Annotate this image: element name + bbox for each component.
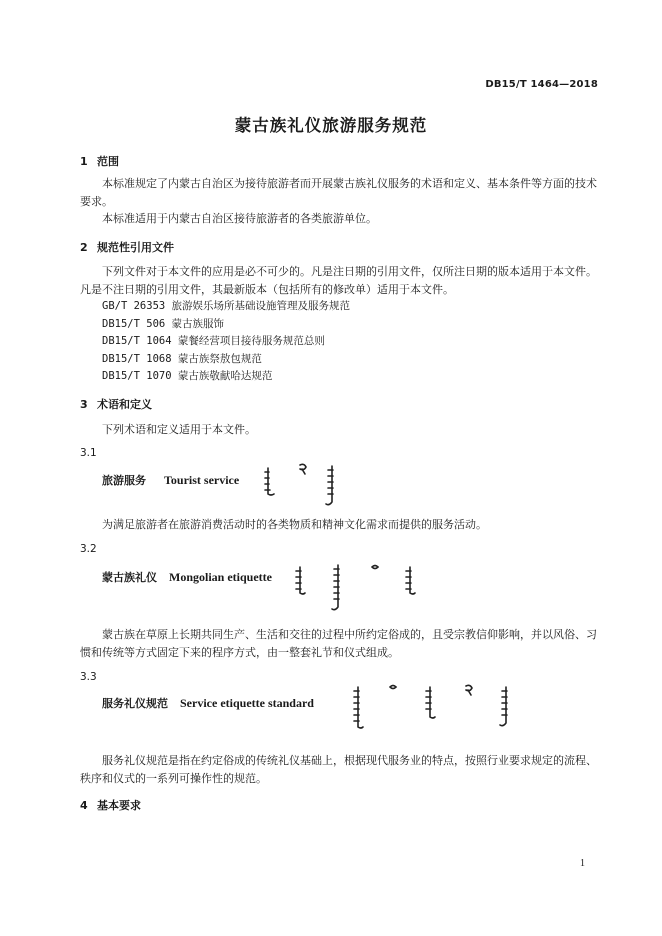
term-chinese: 服务礼仪规范 xyxy=(102,697,168,710)
scope-paragraph-1: 本标准规定了内蒙古自治区为接待旅游者而开展蒙古族礼仪服务的术语和定义、基本条件等方面的技术要求。 xyxy=(80,177,597,208)
mongolian-script-term xyxy=(350,683,520,735)
term-heading xyxy=(102,469,239,488)
term-number: 3.1 xyxy=(80,447,97,459)
section-2-heading xyxy=(80,239,174,255)
section-3-heading xyxy=(80,396,152,412)
section-number: 3 xyxy=(80,398,88,411)
reference-item: DB15/T 1070 蒙古族敬献哈达规范 xyxy=(102,370,273,382)
term-number: 3.2 xyxy=(80,543,97,555)
reference-item: DB15/T 1068 蒙古族祭敖包规范 xyxy=(102,353,262,365)
document-title: 蒙古族礼仪旅游服务规范 xyxy=(234,116,428,135)
mongolian-script-term xyxy=(292,563,422,615)
term-english: Tourist service xyxy=(164,473,240,487)
term-definition: 蒙古族在草原上长期共同生产、生活和交往的过程中所约定俗成的，且受宗教信仰影响，并以风俗、习惯和传统等方式固定下来的程序方式，由一整套礼节和仪式组成。 xyxy=(80,628,597,659)
reference-item: GB/T 26353 旅游娱乐场所基础设施管理及服务规范 xyxy=(102,300,351,312)
section-4-heading xyxy=(80,797,141,813)
section-title: 基本要求 xyxy=(97,799,141,812)
mongolian-script-term xyxy=(262,462,352,510)
section-number: 4 xyxy=(80,799,88,812)
term-definition: 服务礼仪规范是指在约定俗成的传统礼仪基础上，根据现代服务业的特点，按照行业要求规定的流程、秩序和仪式的一系列可操作性的规范。 xyxy=(80,754,597,785)
terms-intro: 下列术语和定义适用于本文件。 xyxy=(102,423,256,436)
section-number: 1 xyxy=(80,155,88,168)
page-number: 1 xyxy=(580,858,585,869)
reference-item: DB15/T 1064 蒙餐经营项目接待服务规范总则 xyxy=(102,335,325,347)
term-definition: 为满足旅游者在旅游消费活动时的各类物质和精神文化需求而提供的服务活动。 xyxy=(102,518,487,531)
section-number: 2 xyxy=(80,241,88,254)
scope-paragraph-2: 本标准适用于内蒙古自治区接待旅游者的各类旅游单位。 xyxy=(102,212,377,225)
term-chinese: 蒙古族礼仪 xyxy=(102,571,157,584)
section-title: 范围 xyxy=(97,155,119,168)
normative-references-intro: 下列文件对于本文件的应用是必不可少的。凡是注日期的引用文件，仅所注日期的版本适用于本文件。凡是不注日期的引用文件，其最新版本（包括所有的修改单）适用于本文件。 xyxy=(80,265,597,296)
term-heading xyxy=(102,566,272,585)
section-title: 术语和定义 xyxy=(97,398,152,411)
section-1-heading xyxy=(80,153,119,169)
section-title: 规范性引用文件 xyxy=(97,241,174,254)
term-number: 3.3 xyxy=(80,671,97,683)
reference-item: DB15/T 506 蒙古族服饰 xyxy=(102,318,225,330)
term-english: Service etiquette standard xyxy=(180,696,314,710)
term-chinese: 旅游服务 xyxy=(102,474,146,487)
term-heading xyxy=(102,692,314,711)
term-english: Mongolian etiquette xyxy=(169,570,272,584)
document-number: DB15/T 1464—2018 xyxy=(485,79,598,90)
